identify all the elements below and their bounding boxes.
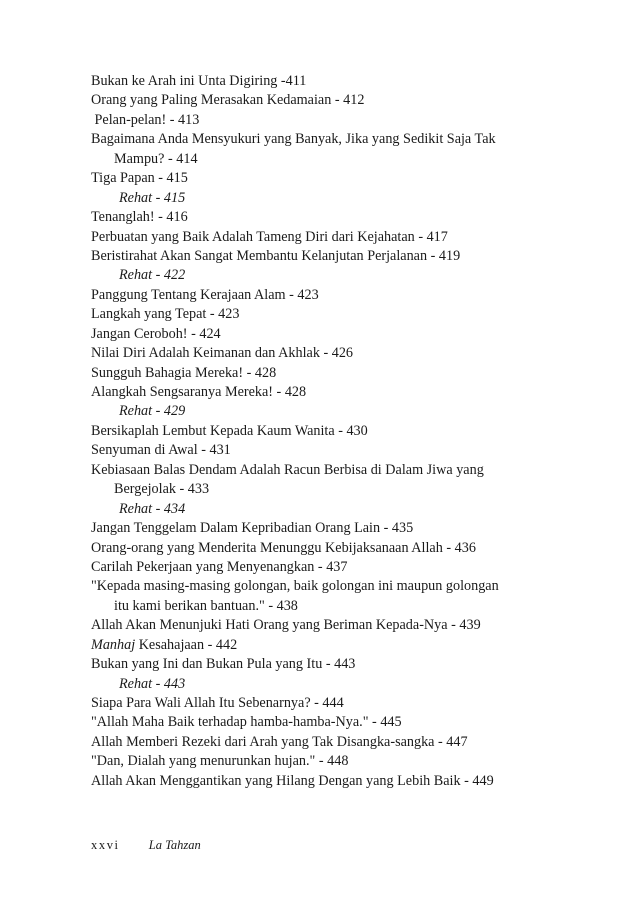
toc-rehat-entry: Rehat - 422 [119, 267, 186, 284]
manhaj-word: Manhaj [91, 636, 136, 653]
toc-entry: Siapa Para Wali Allah Itu Sebenarnya? - 444 [91, 695, 344, 711]
toc-entry: Bukan yang Ini dan Bukan Pula yang Itu - 443 [91, 656, 356, 673]
toc-entry: Perbuatan yang Baik Adalah Tameng Diri dari Kejahatan - 417 [91, 228, 448, 245]
toc-entry: Bukan ke Arah ini Unta Digiring -411 [91, 73, 307, 89]
toc-entry: Allah Akan Menunjuki Hati Orang yang Beriman Kepada-Nya - 439 [91, 617, 481, 634]
toc-entry: Orang yang Paling Merasakan Kedamaian - 412 [91, 92, 365, 109]
toc-entry-continuation: itu kami berikan bantuan." - 438 [114, 597, 298, 614]
toc-entry: Orang-orang yang Menderita Menunggu Kebijaksanaan Allah - 436 [91, 539, 476, 556]
toc-entry: Tenanglah! - 416 [91, 209, 188, 226]
toc-entry [91, 636, 611, 655]
toc-entry: Allah Memberi Rezeki dari Arah yang Tak Disangka-sangka - 447 [91, 733, 468, 750]
table-of-contents [91, 72, 611, 791]
toc-entry: "Allah Maha Baik terhadap hamba-hamba-Nya." - 445 [91, 714, 402, 731]
toc-rehat-entry: Rehat - 415 [119, 189, 186, 206]
toc-rehat-entry: Rehat - 434 [119, 500, 186, 517]
book-title: La Tahzan [148, 838, 201, 852]
toc-entry: Panggung Tentang Kerajaan Alam - 423 [91, 286, 319, 303]
toc-entry: Nilai Diri Adalah Keimanan dan Akhlak - 426 [91, 345, 354, 362]
toc-rehat-entry: Rehat - 429 [119, 403, 186, 420]
toc-entry: Tiga Papan - 415 [91, 170, 188, 187]
page-footer [91, 838, 201, 853]
toc-entry: Pelan-pelan! - 413 [91, 111, 200, 128]
toc-entry: Senyuman di Awal - 431 [91, 442, 231, 459]
toc-entry: Jangan Ceroboh! - 424 [91, 325, 221, 342]
toc-entry: Alangkah Sengsaranya Mereka! - 428 [91, 384, 307, 400]
toc-entry: Allah Akan Menggantikan yang Hilang Dengan yang Lebih Baik - 449 [91, 772, 494, 789]
toc-entry: Sungguh Bahagia Mereka! - 428 [91, 364, 277, 381]
toc-entry: Beristirahat Akan Sangat Membantu Kelanjutan Perjalanan - 419 [91, 247, 461, 264]
toc-entry-continuation: Bergejolak - 433 [114, 481, 210, 498]
toc-entry: "Kepada masing-masing golongan, baik golongan ini maupun golongan [91, 578, 499, 595]
toc-entry-text: Kesahajaan - 442 [138, 636, 238, 653]
toc-entry: Jangan Tenggelam Dalam Kepribadian Orang Lain - 435 [91, 520, 414, 537]
toc-entry: Kebiasaan Balas Dendam Adalah Racun Berbisa di Dalam Jiwa yang [91, 461, 484, 478]
toc-entry: Langkah yang Tepat - 423 [91, 306, 240, 323]
page-number: xxvi [91, 838, 120, 852]
toc-entry: "Dan, Dialah yang menurunkan hujan." - 448 [91, 753, 349, 770]
toc-entry-continuation: Mampu? - 414 [114, 150, 198, 167]
toc-entry: Bagaimana Anda Mensyukuri yang Banyak, Jika yang Sedikit Saja Tak [91, 131, 496, 148]
toc-rehat-entry: Rehat - 443 [119, 675, 186, 692]
toc-entry: Bersikaplah Lembut Kepada Kaum Wanita - 430 [91, 422, 368, 439]
toc-entry: Carilah Pekerjaan yang Menyenangkan - 437 [91, 558, 348, 575]
